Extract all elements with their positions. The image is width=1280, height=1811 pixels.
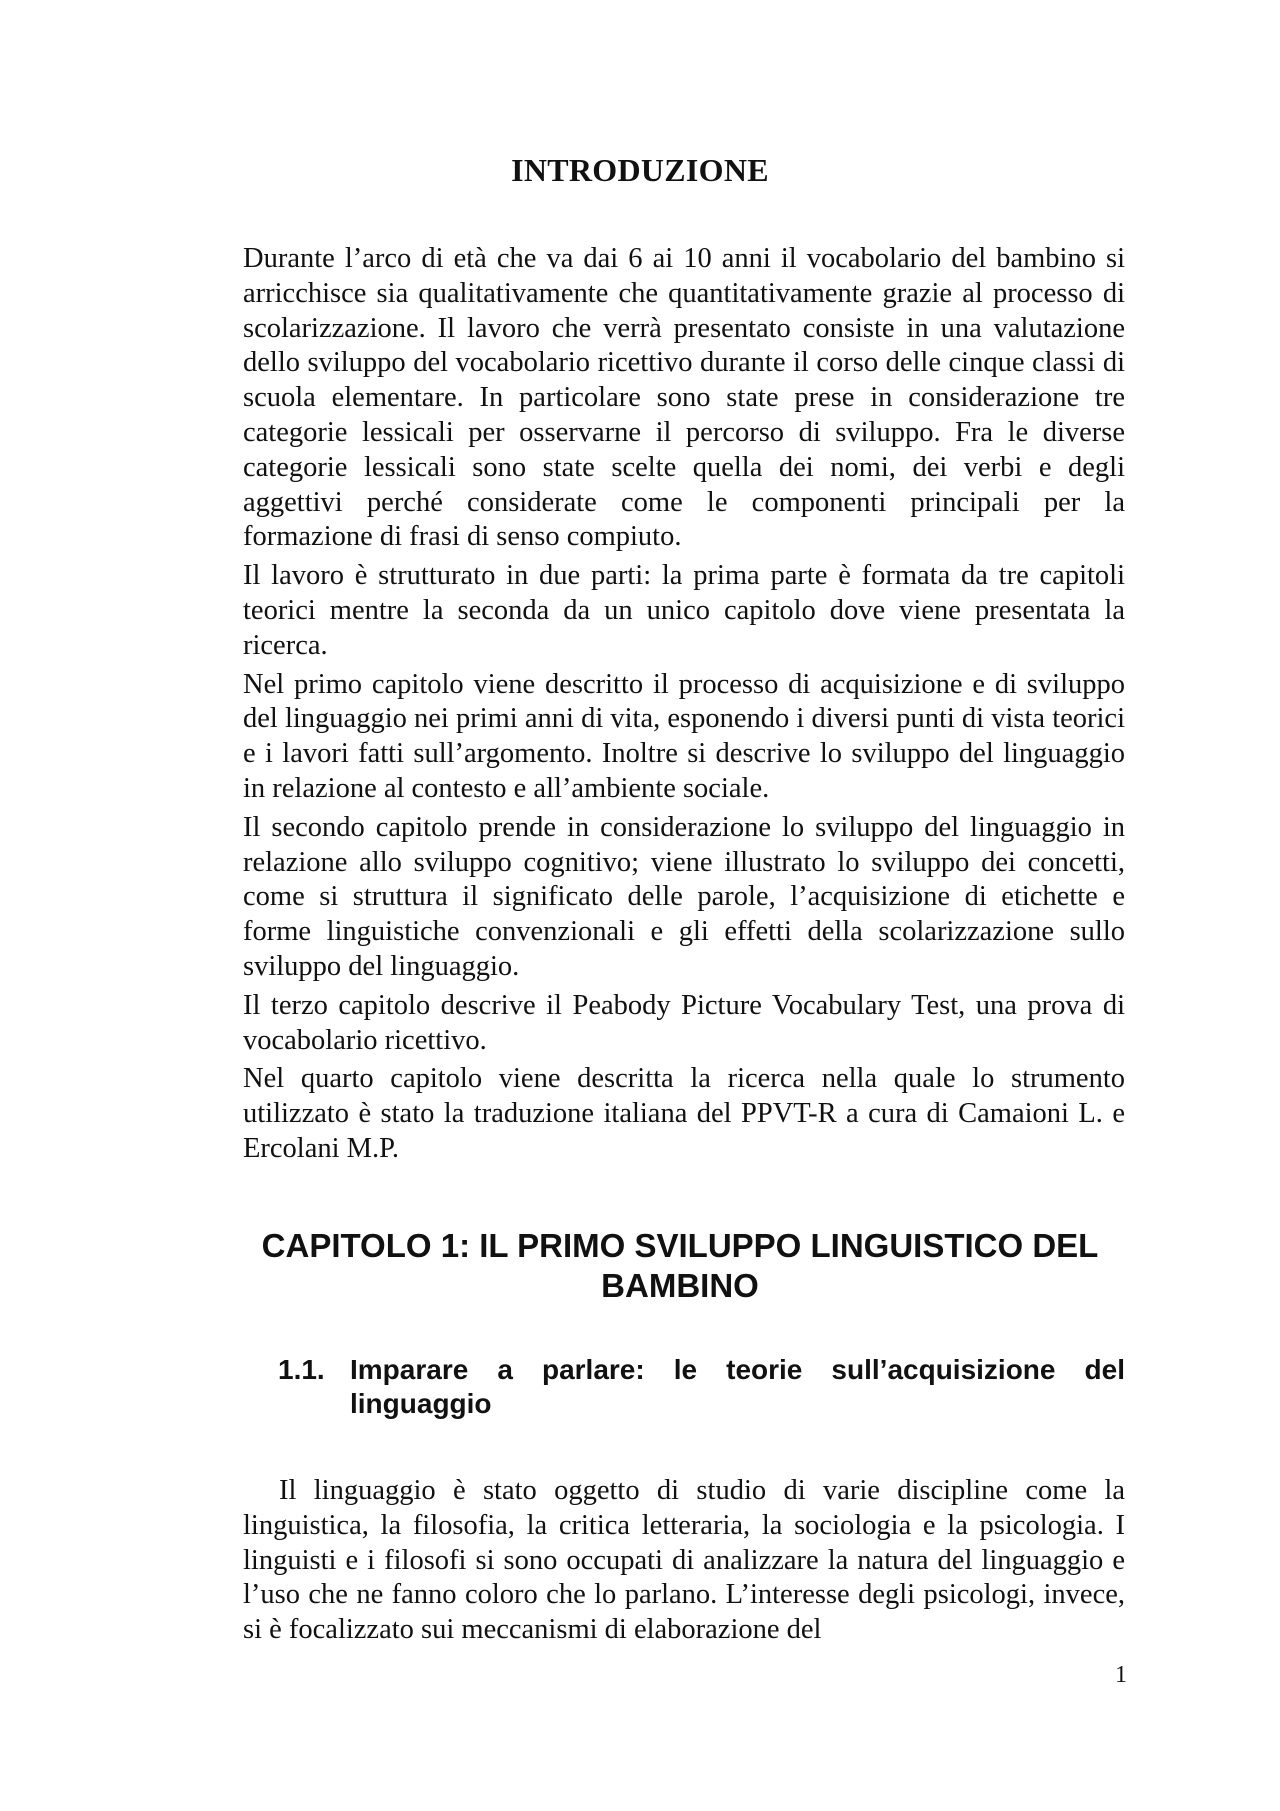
intro-paragraph: Durante l’arco di età che va dai 6 ai 10 anni il vocabolario del bambino si arricchisce sia qualitativamente che quantitativamente grazie al processo di scolarizzazione. Il lavoro che verrà presentato consiste in una valutazione dello sviluppo del vocabolario ricettivo durante il corso delle cinque classi di scuola elementare. In particolare sono state prese in considerazione tre categorie lessicali per osservarne il percorso di sviluppo. Fra le diverse categorie lessicali sono state scelte quella dei nomi, dei verbi e degli aggettivi perché considerate come le componenti principali per la formazione di frasi di senso compiuto.: [243, 243, 1125, 553]
intro-paragraph: Il lavoro è strutturato in due parti: la prima parte è formata da tre capitoli teorici mentre la seconda da un unico capitolo dove viene presentata la ricerca.: [243, 560, 1125, 661]
intro-paragraph: Nel quarto capitolo viene descritta la ricerca nella quale lo strumento utilizzato è stato la traduzione italiana del PPVT-R a cura di Camaioni L. e Ercolani M.P.: [243, 1063, 1125, 1164]
section-heading: [278, 1353, 1125, 1421]
section-body: [243, 1474, 1125, 1652]
introduction-body: [243, 242, 1125, 1171]
intro-paragraph: Il terzo capitolo descrive il Peabody Picture Vocabulary Test, una prova di vocabolario ricettivo.: [243, 989, 1125, 1056]
intro-paragraph: Nel primo capitolo viene descritto il processo di acquisizione e di sviluppo del linguaggio nei primi anni di vita, esponendo i diversi punti di vista teorici e i lavori fatti sull’argomento. Inoltre si descrive lo sviluppo del linguaggio in relazione al contesto e all’ambiente sociale.: [243, 668, 1125, 804]
intro-paragraph: Il secondo capitolo prende in considerazione lo sviluppo del linguaggio in relazione allo sviluppo cognitivo; viene illustrato lo sviluppo dei concetti, come si struttura il significato delle parole, l’acquisizione di etichette e forme linguistiche convenzionali e gli effetti della scolarizzazione sullo sviluppo del linguaggio.: [243, 811, 1125, 982]
section-number: 1.1.: [278, 1354, 325, 1385]
section-title: Imparare a parlare: le teorie sull’acquisizione del linguaggio: [350, 1354, 1125, 1419]
section-paragraph: Il linguaggio è stato oggetto di studio di varie discipline come la linguistica, la filosofia, la critica letteraria, la sociologia e la psicologia. I linguisti e i filosofi si sono occupati di analizzare la natura del linguaggio e l’uso che ne fanno coloro che lo parlano. L’interesse degli psicologi, invece, si è focalizzato sui meccanismi di elaborazione del: [243, 1475, 1125, 1646]
page-number: 1: [1115, 1662, 1127, 1688]
introduction-title: INTRODUZIONE: [511, 152, 769, 188]
chapter-title: CAPITOLO 1: IL PRIMO SVILUPPO LINGUISTICO DEL BAMBINO: [261, 1227, 1099, 1304]
